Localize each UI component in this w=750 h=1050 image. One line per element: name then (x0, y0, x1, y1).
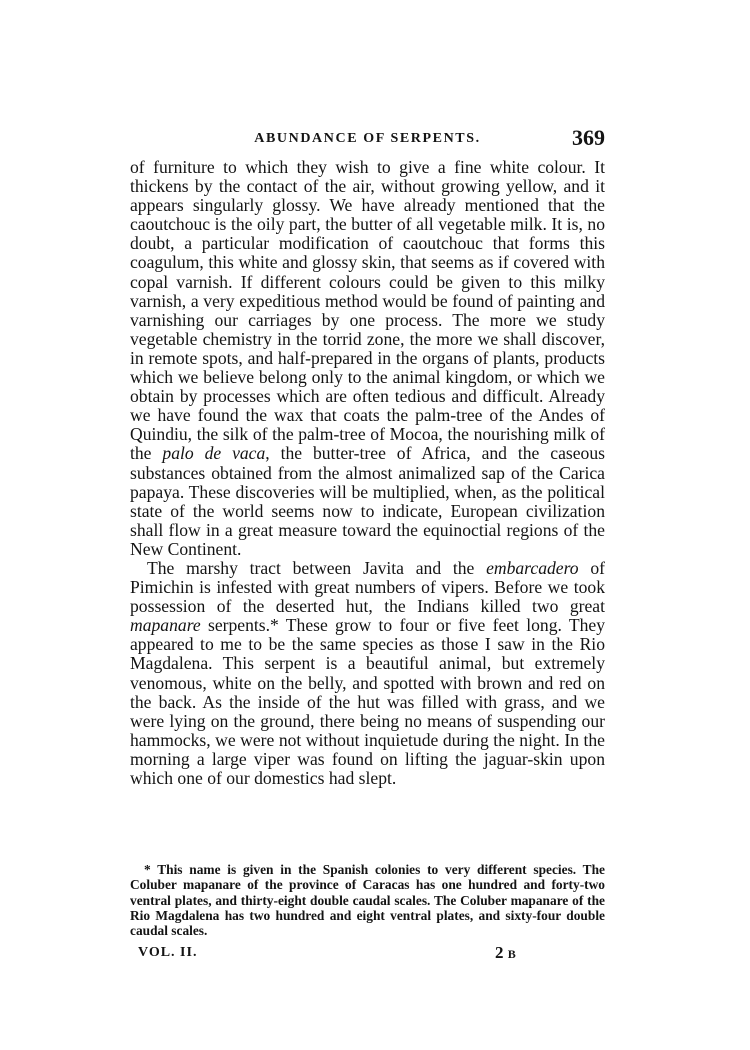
paragraph-1-italic-term: palo de vaca (162, 443, 266, 464)
running-title: ABUNDANCE OF SERPENTS. (254, 131, 481, 146)
paragraph-2-part-3: serpents.* These grow to four or five feet long. They appeared to me to be the same species as those I saw in the Rio Magdalena. This serpent is a beautiful animal, but extremely venomous, white on the belly, and spotted with brown and red on the back. As the inside of the hut was filled with grass, and we were lying on the ground, there being no means of suspending our hammocks, we were not without inquietude during the night. In the morning a large viper was found on lifting the jaguar-skin upon which one of our domestics had slept. (130, 615, 605, 788)
paragraph-1 (130, 158, 605, 559)
page-number: 369 (572, 125, 605, 150)
body-text (130, 158, 605, 788)
running-head (130, 125, 605, 154)
paragraph-1-part-1: of furniture to which they wish to give a fine white colour. It thickens by the contact of the air, without growing yellow, and it appears singularly glossy. We have already mentioned that the caoutchouc is the oily part, the butter of all vegetable milk. It is, no doubt, a particular modification of caoutchouc that forms this coagulum, this white and glossy skin, that seems as if covered with copal varnish. If different colours could be given to this milky varnish, a very expeditious method would be found of painting and varnishing our carriages by one process. The more we study vegetable chemistry in the torrid zone, the more we shall discover, in remote spots, and half-prepared in the organs of plants, products which we believe belong only to the animal kingdom, or which we obtain by processes which are often tedious and difficult. Already we have found the wax that coats the palm-tree of the Andes of Quindiu, the silk of the palm-tree of Mocoa, the nourishing milk of the (130, 157, 605, 464)
volume-label: VOL. II. (138, 945, 198, 960)
footnote: * This name is given in the Spanish colonies to very different species. The Coluber mapanare of the province of Caracas has one hundred and forty-two ventral plates, and thirty-eight double caudal scales. The Coluber mapanare of the Rio Magdalena has two hundred and eight ventral plates, and sixty-four double caudal scales. (130, 862, 605, 939)
page-footer (130, 943, 605, 965)
paragraph-1-part-2: , the butter-tree of Africa, and the caseous substances obtained from the almost animalized sap of the Carica papaya. These discoveries will be multiplied, when, as the political state of the world seems now to indicate, European civilization shall flow in a great measure toward the equinoctial regions of the New Continent. (130, 443, 605, 559)
paragraph-2-italic-term-1: embarcadero (486, 557, 579, 578)
signature-mark (495, 943, 516, 963)
signature-letter: B (507, 947, 516, 961)
paragraph-2-part-1: The marshy tract between Javita and the (147, 557, 487, 578)
signature-number: 2 (495, 943, 504, 962)
paragraph-2-part-2: of Pimichin is infested with great numbers of vipers. Before we took possession of the deserted hut, the Indians killed two great (130, 557, 605, 617)
paragraph-2-italic-term-2: mapanare (130, 615, 201, 636)
paragraph-2 (130, 559, 605, 788)
